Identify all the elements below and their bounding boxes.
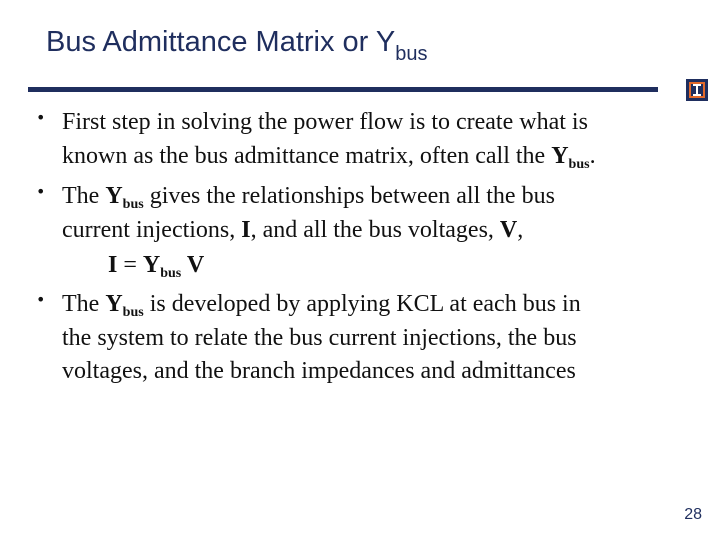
university-logo-icon: [686, 79, 708, 101]
bullet-2-line-2: current injections, I, and all the bus voltages, V,: [62, 217, 524, 243]
title-text: Bus Admittance Matrix or Y: [46, 26, 396, 58]
bullet-icon: •: [36, 290, 46, 309]
title-subscript: bus: [395, 43, 428, 65]
bullet-icon: •: [36, 108, 46, 127]
bullet-1-line-1: First step in solving the power flow is to create what is: [62, 109, 588, 135]
bullet-icon: •: [36, 182, 46, 201]
bullet-3-line-2: the system to relate the bus current injections, the bus: [62, 325, 577, 351]
bullet-3-line-1: The $Y_{bus}$ is developed by applying KCL at each bus in: [62, 291, 581, 320]
equation: $I = Y_{bus}$ V: [108, 252, 205, 281]
bullet-3-line-3: voltages, and the branch impedances and admittances: [62, 358, 576, 384]
slide-title: [46, 26, 427, 66]
bullet-1-line-2: known as the bus admittance matrix, often call the $Y_{bus}$.: [62, 143, 596, 172]
title-divider: [28, 87, 658, 92]
bullet-2-line-1: The $Y_{bus}$ gives the relationships between all the bus: [62, 183, 555, 212]
page-number: 28: [684, 506, 702, 523]
